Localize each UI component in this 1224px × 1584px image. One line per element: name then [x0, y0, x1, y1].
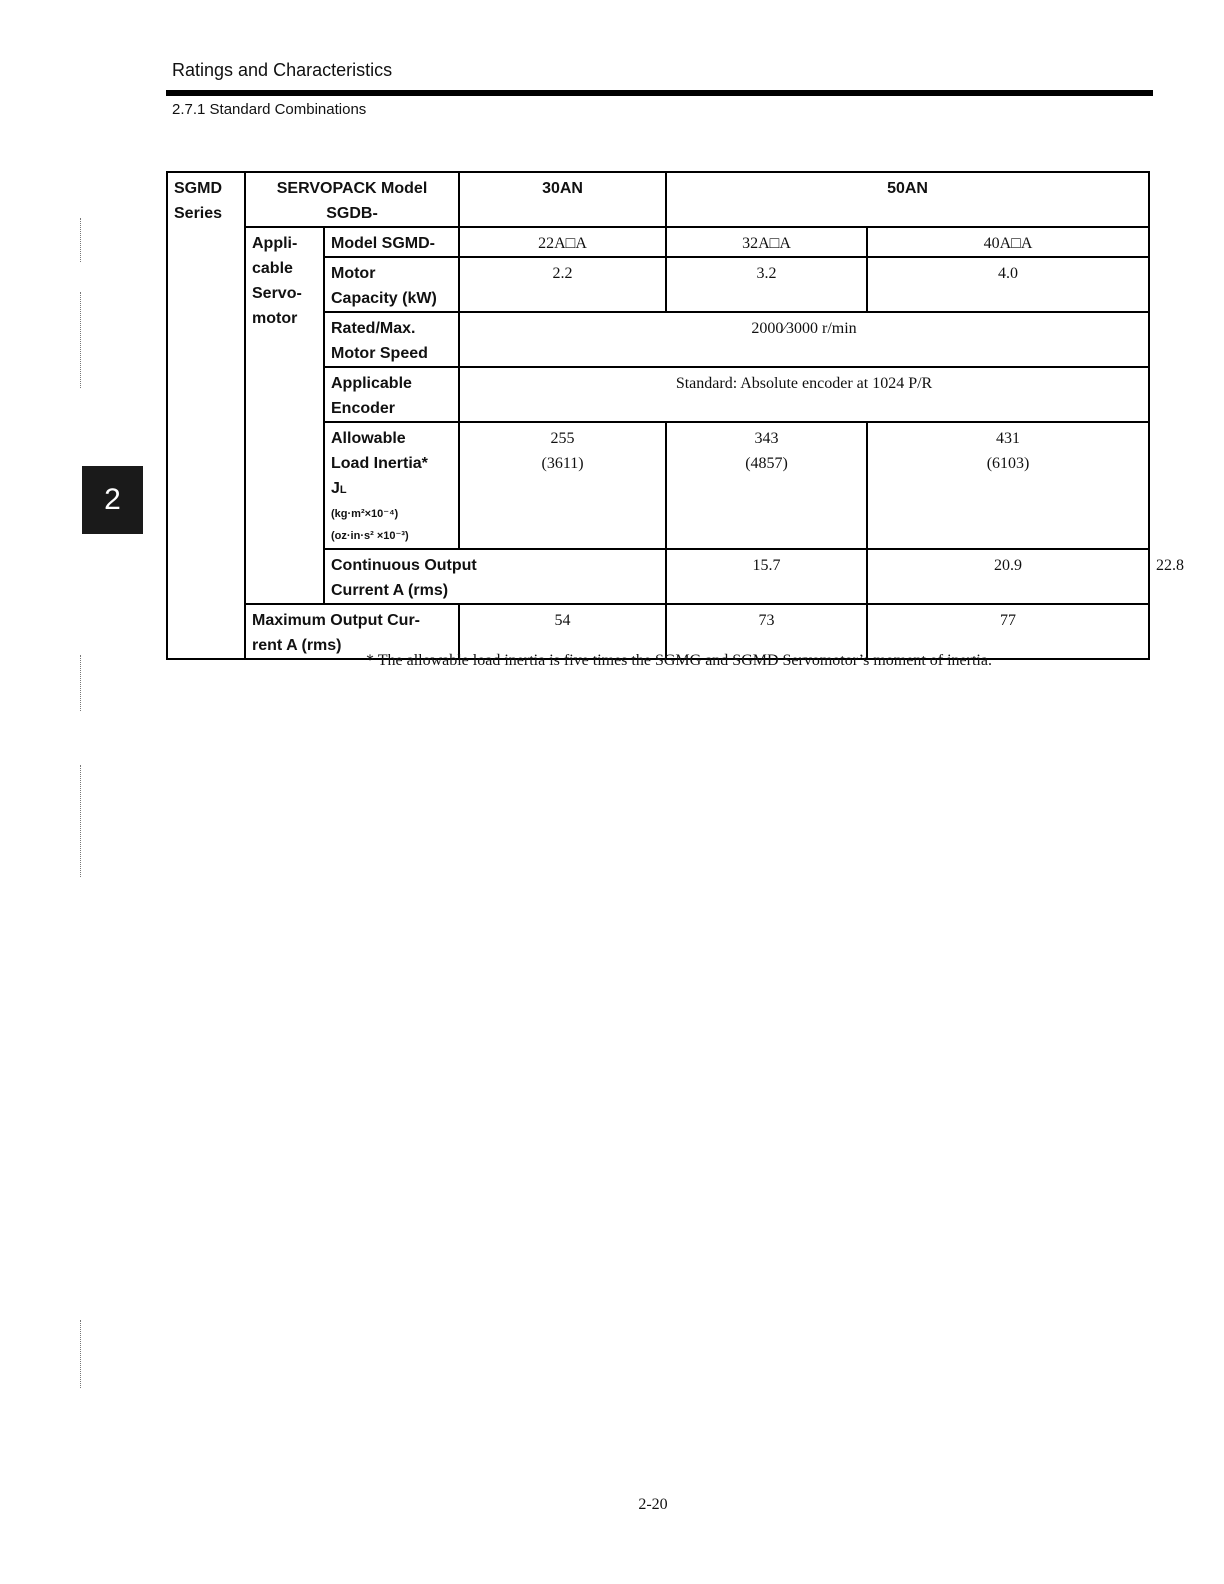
margin-dots [80, 655, 81, 711]
margin-dots [80, 1320, 81, 1388]
servopack-model-50an: 50AN [666, 172, 1149, 227]
applicable-servomotor-label: Appli- cable Servo- motor [245, 227, 324, 604]
motor-capacity-cell: 2.2 [459, 257, 666, 312]
inertia-label: Allowable Load Inertia* [331, 430, 428, 472]
subsection-title: 2.7.1 Standard Combinations [172, 101, 367, 118]
model-cell: 22A□A [459, 227, 666, 257]
margin-dots [80, 292, 81, 388]
encoder-value: Standard: Absolute encoder at 1024 P/R [459, 367, 1149, 422]
model-cell: 40A□A [867, 227, 1149, 257]
inertia-label-cell [324, 422, 459, 549]
continuous-current-cell: 15.7 [666, 549, 867, 604]
header-rule [166, 90, 1153, 96]
inertia-imperial-value: (3611) [541, 455, 584, 472]
footnote: * The allowable load inertia is five times the SGMG and SGMD Servomotor’s moment of inertia. [366, 652, 992, 669]
table-row [167, 172, 1149, 227]
servopack-model-30an: 30AN [459, 172, 666, 227]
inertia-si-value: 255 [550, 430, 575, 447]
model-cell: 32A□A [666, 227, 867, 257]
speed-label: Rated/Max. Motor Speed [324, 312, 459, 367]
continuous-current-label: Continuous Output Current A (rms) [324, 549, 666, 604]
encoder-label: Applicable Encoder [324, 367, 459, 422]
inertia-symbol [331, 476, 452, 503]
table-row [167, 227, 1149, 257]
inertia-si-value: 431 [996, 430, 1021, 447]
inertia-imperial-value: (4857) [745, 455, 788, 472]
inertia-cell [666, 422, 867, 549]
continuous-current-cell: 20.9 [867, 549, 1149, 604]
inertia-cell [459, 422, 666, 549]
motor-capacity-cell: 3.2 [666, 257, 867, 312]
motor-capacity-label: Motor Capacity (kW) [324, 257, 459, 312]
inertia-symbol-sub: L [339, 484, 347, 496]
inertia-imperial-value: (6103) [986, 455, 1030, 472]
page-number: 2-20 [638, 1496, 668, 1513]
inertia-unit-si: (kg·m²×10⁻⁴) [331, 508, 399, 520]
section-title: Ratings and Characteristics [172, 60, 393, 80]
inertia-cell [867, 422, 1149, 549]
margin-dots [80, 765, 81, 877]
motor-capacity-cell: 4.0 [867, 257, 1149, 312]
series-cell: SGMD Series [167, 172, 245, 659]
max-current-label: Maximum Output Cur- rent A (rms) [245, 604, 459, 659]
max-current-cell: 54 [459, 604, 666, 659]
table-row [167, 604, 1149, 659]
max-current-cell: 77 [867, 604, 1149, 659]
chapter-tab: 2 [82, 466, 143, 534]
inertia-si-value: 343 [754, 430, 779, 447]
inertia-symbol-main: J [331, 480, 340, 497]
model-label: Model SGMD- [324, 227, 459, 257]
table-row: Continuous Output Current A (rms) 15.7 20.9 22.8 [167, 549, 1149, 604]
speed-value: 2000⁄3000 r/min [459, 312, 1149, 367]
ratings-table [166, 171, 1185, 660]
margin-dots [80, 218, 81, 262]
inertia-unit-imperial: (oz·in·s² ×10⁻³) [331, 530, 409, 542]
max-current-cell: 73 [666, 604, 867, 659]
servopack-model-label: SERVOPACK Model SGDB- [245, 172, 459, 227]
